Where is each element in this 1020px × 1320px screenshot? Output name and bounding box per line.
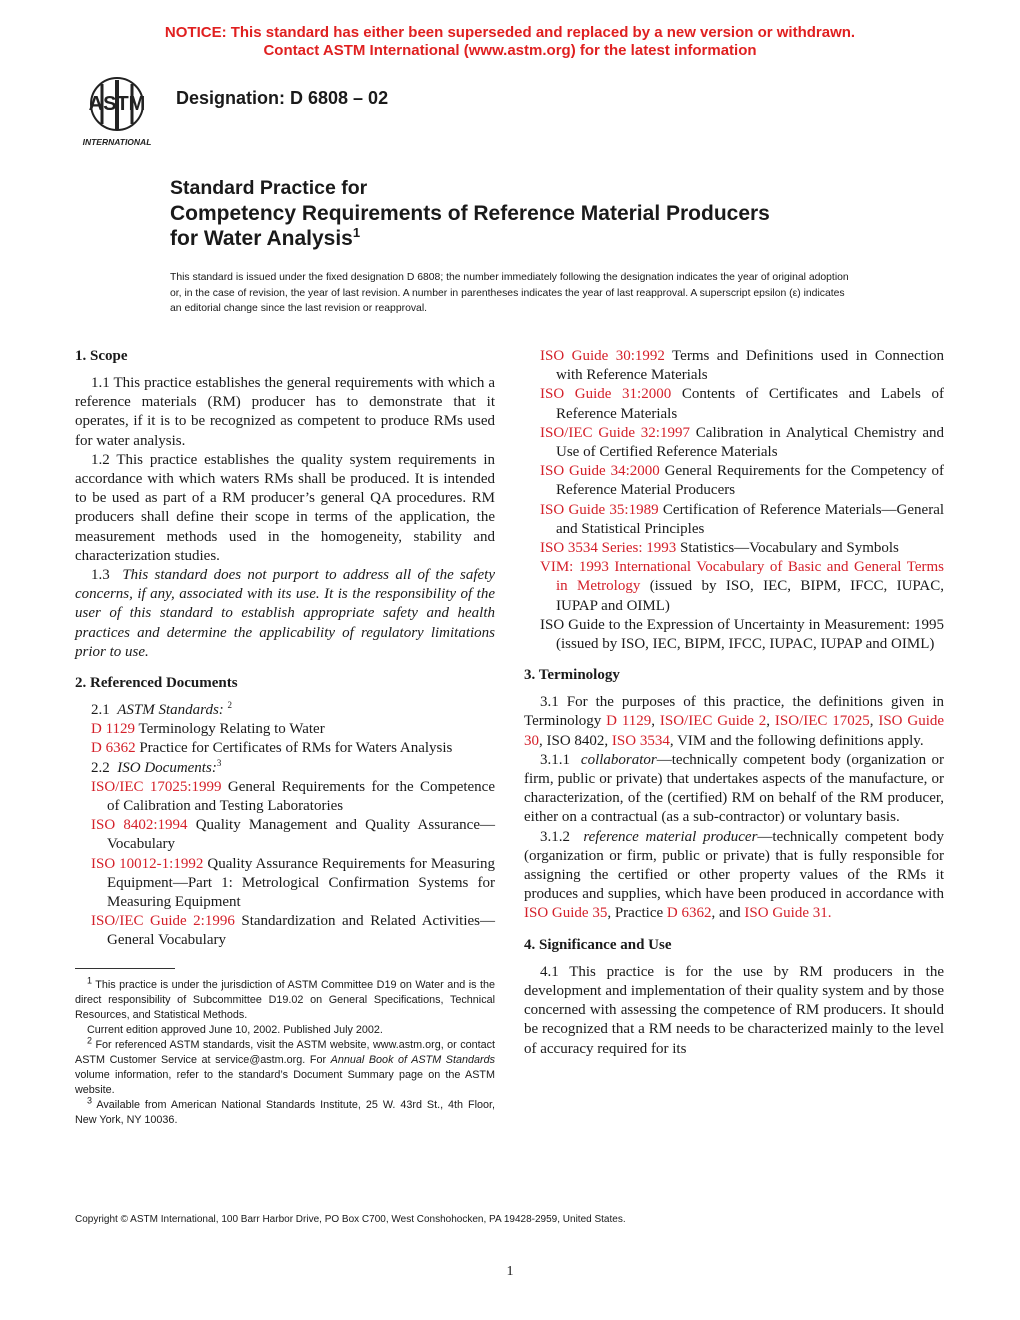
logo-subtext: INTERNATIONAL (82, 137, 152, 147)
def-2-mid: Practice (614, 905, 664, 922)
para-4-1: 4.1 This practice is for the use by RM producers in the development and implementation of their quality system and by those concerned with assessing the competence of RM producers. It should be recognized that a RM needs to be characterized mainly to the level of accuracy required for its (524, 963, 944, 1057)
astm-standards-label (75, 701, 495, 720)
link-iso-3534[interactable]: ISO 3534 Series: 1993 (540, 540, 677, 557)
ref-d1129-title: Terminology Relating to Water (138, 721, 325, 738)
def-1-text: —technically competent body (organization or firm, public or private) that undertakes aspects of the manufacture, or characterization, of the (certified) RM on behalf of the RM producer, either on a contractual (as a sub-contractor) or voluntary basis. (524, 751, 945, 826)
ref-iso-guide-uncertainty: ISO Guide to the Expression of Uncertainty in Measurement: 1995 (issued by ISO, IEC, BIPM, IFCC, IUPAC, IUPAP and OIML) (540, 616, 944, 653)
footnote-3-text: Available from American National Standards Institute, 25 W. 43rd St., 4th Floor, New York, NY 10036. (75, 1099, 496, 1126)
ref-iso-guide-35-title: Certification of Reference Materials—General and Statistical Principles (556, 501, 945, 537)
para-3-1-1 (524, 751, 944, 828)
section-2-heading: 2. Referenced Documents (75, 675, 238, 692)
iso-label: ISO Documents: (117, 759, 217, 776)
ref-vim (524, 558, 944, 616)
title-line-3-text: for Water Analysis (170, 227, 353, 250)
link-term-iso-3534[interactable]: ISO 3534 (611, 732, 670, 749)
def-1-num: 3.1.1 (540, 751, 570, 768)
ref-iso-guide-34 (524, 462, 944, 500)
footnote-2 (75, 1035, 496, 1098)
left-column (75, 347, 495, 951)
footnote-2-text-a: For referenced ASTM standards, visit the ASTM website, www.astm.org, or contact ASTM Customer Service at service@astm.org. For (75, 1039, 496, 1066)
link-def-d6362[interactable]: D 6362 (666, 905, 712, 922)
page-number: 1 (506, 1264, 514, 1279)
section-4-heading: 4. Significance and Use (524, 936, 672, 953)
para-1-2: 1.2 This practice establishes the quality system requirements in accordance with which waters RMs shall be produced. It is intended to be used as part of a RM producer’s general QA procedures. RM producers shall define their scope in terms of the application, the measurement methods used in the homogeneity, stability and characterization studies. (75, 451, 495, 564)
ref-iso-guide-31-title: Contents of Certificates and Labels of Reference Materials (556, 386, 944, 422)
para-1-1: 1.1 This practice establishes the general requirements with which a reference materials (RM) producer has to demonstrate that it operates, if it is to be recognized as competent to produce RMs used for water analysis. (75, 375, 495, 449)
notice-banner (0, 24, 1020, 60)
ref-iso-guide-2 (75, 912, 495, 950)
link-iso-10012[interactable]: ISO 10012-1:1992 (91, 855, 204, 872)
footnote-3-mark: 3 (87, 1095, 93, 1106)
footnotes (75, 975, 496, 1128)
ref-iso-guide-30 (524, 347, 944, 385)
notice-line-1: NOTICE: This standard has either been superseded and replaced by a new version or withdrawn. (164, 24, 856, 41)
para-3-1: 3.1 For the purposes of this practice, the definitions given in Terminology D 1129, ISO/IEC Guide 2, ISO/IEC 17025, ISO Guide 30, ISO 8402, ISO 3534, VIM and the following definitions apply. (524, 694, 945, 749)
footnote-2-italic: Annual Book of ASTM Standards (330, 1054, 496, 1066)
para-3-1-iso8402: ISO 8402, (546, 732, 609, 749)
ref-d6362 (75, 739, 495, 758)
ref-iso-10012 (75, 855, 495, 913)
para-3-1-2: 3.1.2 reference material producer—technically competent body (organization or firm, public or private) that is fully responsible for assigning the certified or other property values of the RMs it produces and supplies, which have been produced in accordance with ISO Guide 35, Practice D 6362, and ISO Guide 31. (524, 828, 944, 922)
ref-d1129 (75, 720, 495, 739)
iso-documents-label (75, 759, 495, 778)
ref-iso-guide-30-title: Terms and Definitions used in Connection with Reference Materials (556, 348, 944, 384)
def-2-and: and (718, 905, 741, 922)
astm-logo-icon (72, 72, 162, 150)
section-3-heading: 3. Terminology (524, 667, 620, 684)
ref-iso-17025 (75, 778, 495, 816)
ref-vim-title: (issued by ISO, IEC, BIPM, IFCC, IUPAC, IUPAP and OIML) (556, 578, 944, 614)
ref-iso-8402-title: Quality Management and Quality Assurance—Vocabulary (107, 817, 495, 853)
link-term-iso-17025[interactable]: ISO/IEC 17025 (774, 713, 870, 730)
para-3-1-text: 3.1 For the purposes of this practice, the definitions given in Terminology (524, 694, 944, 730)
link-d6362[interactable]: D 6362 (91, 740, 136, 757)
ref-iso-guide-34-title: General Requirements for the Competency of Reference Material Producers (556, 463, 945, 499)
link-iso-guide-35[interactable]: ISO Guide 35:1989 (540, 501, 659, 518)
ref-iso-guide-35 (524, 501, 944, 539)
astm-sup: 2 (227, 700, 233, 711)
link-term-iso-guide-30[interactable]: ISO Guide 30 (524, 713, 945, 749)
para-3-1-end: VIM and the following definitions apply. (677, 732, 924, 749)
ref-iso-guide-32 (524, 424, 944, 462)
link-iso-guide-2[interactable]: ISO/IEC Guide 2:1996 (91, 913, 235, 930)
footnote-2-mark: 2 (87, 1035, 93, 1046)
footnote-1 (75, 975, 495, 1023)
astm-logo (72, 72, 162, 150)
intro-paragraph: This standard is issued under the fixed designation D 6808; the number immediately following the designation indicates the year of original adoption or, in the case of revision, the year of last revision. A number in parentheses indicates the year of last reapproval. A superscript epsilon (ε) indicates an editorial change since the last revision or reapproval. (170, 272, 849, 315)
notice-line-2: Contact ASTM International (www.astm.org) for the latest information (263, 42, 757, 59)
ref-iso-guide-2-title: Standardization and Related Activities—General Vocabulary (107, 913, 496, 949)
link-iso-guide-32[interactable]: ISO/IEC Guide 32:1997 (540, 424, 690, 441)
ref-iso-guide-31 (524, 385, 944, 423)
title-line-3 (170, 226, 930, 251)
link-iso-8402[interactable]: ISO 8402:1994 (91, 817, 188, 834)
def-1-term: collaborator (580, 751, 657, 768)
ref-iso-guide-32-title: Calibration in Analytical Chemistry and Use of Certified Reference Materials (556, 424, 945, 461)
link-iso-17025[interactable]: ISO/IEC 17025:1999 (91, 778, 222, 795)
copyright: Copyright © ASTM International, 100 Barr Harbor Drive, PO Box C700, West Conshohocken, PA 19428-2959, United States. (75, 1214, 626, 1225)
para-1-3 (75, 566, 495, 662)
ref-iso-17025-title: General Requirements for the Competence of Calibration and Testing Laboratories (107, 778, 495, 815)
title-line-2: Competency Requirements of Reference Material Producers (170, 202, 770, 225)
iso-num: 2.2 (91, 759, 110, 776)
footnote-rule (75, 968, 175, 969)
para-1-3-text: This standard does not purport to address all of the safety concerns, if any, associated with its use. It is the responsibility of the user of this standard to establish appropriate safety and health practices and determine the applicability of regulatory limitations prior to use. (75, 567, 496, 660)
footnote-3 (75, 1095, 496, 1128)
right-column (524, 347, 944, 1059)
def-2-num: 3.1.2 (540, 828, 570, 845)
footnote-2-text-b: volume information, refer to the standard’s Document Summary page on the ASTM website. (75, 1069, 495, 1096)
section-1-heading: 1. Scope (75, 348, 128, 364)
footnote-1-mark: 1 (87, 975, 93, 986)
ref-d6362-title: Practice for Certificates of RMs for Waters Analysis (139, 740, 453, 757)
link-iso-guide-30[interactable]: ISO Guide 30:1992 (540, 348, 665, 364)
ref-iso-3534 (524, 539, 944, 558)
link-def-iso-guide-35[interactable]: ISO Guide 35 (524, 905, 608, 922)
footnote-1b: Current edition approved June 10, 2002. Published July 2002. (87, 1024, 383, 1036)
iso-sup: 3 (216, 757, 222, 768)
title-line-1: Standard Practice for (170, 177, 368, 199)
link-vim[interactable]: VIM: 1993 International Vocabulary of Basic and General Terms in Metrology (540, 559, 944, 595)
link-term-d1129[interactable]: D 1129 (606, 713, 652, 730)
logo-text: ASTM (88, 93, 146, 115)
link-def-iso-guide-31[interactable]: ISO Guide 31. (744, 905, 832, 922)
link-iso-guide-31[interactable]: ISO Guide 31:2000 (540, 386, 672, 403)
para-1-3-num: 1.3 (91, 567, 110, 584)
astm-num: 2.1 (91, 702, 110, 719)
ref-iso-10012-title: Quality Assurance Requirements for Measuring Equipment—Part 1: Metrological Confirmation Systems for Measuring Equipment (107, 855, 495, 911)
ref-iso-8402 (75, 816, 495, 854)
designation: Designation: D 6808 – 02 (176, 88, 389, 108)
document-title (170, 176, 930, 251)
ref-iso-3534-title: Statistics—Vocabulary and Symbols (680, 540, 899, 557)
link-term-iso-guide-2[interactable]: ISO/IEC Guide 2 (659, 713, 767, 730)
title-footnote-mark: 1 (352, 225, 361, 240)
astm-label: ASTM Standards: (117, 702, 224, 719)
footnote-1-text: This practice is under the jurisdiction of ASTM Committee D19 on Water and is the direct responsibility of Subcommittee D19.02 on General Specifications, Technical Resources, and Statistical Methods. (75, 979, 495, 1021)
def-2-term: reference material producer (583, 828, 758, 845)
link-d1129[interactable]: D 1129 (91, 721, 136, 738)
link-iso-guide-34[interactable]: ISO Guide 34:2000 (540, 463, 660, 480)
def-2-text: —technically competent body (organization or firm, public or private) that is fully responsible for assigning the certified or other property values of the RMs it produces and supplies, which have been produced in accordance with (524, 828, 944, 903)
